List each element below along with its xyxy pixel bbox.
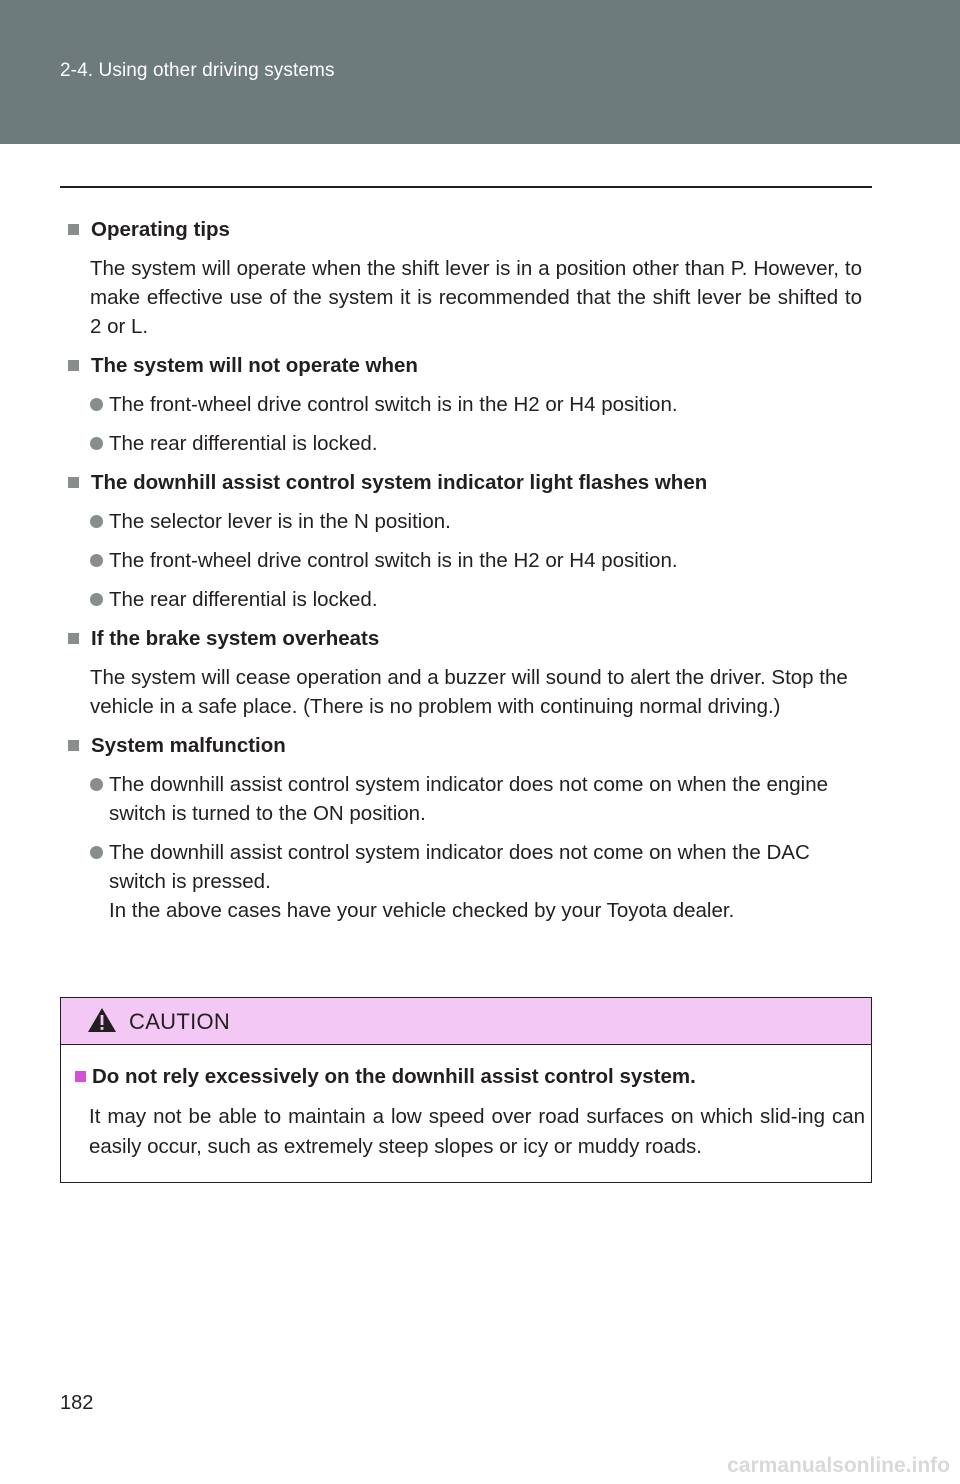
square-bullet-icon — [68, 360, 79, 371]
square-bullet-icon — [75, 1071, 86, 1082]
circle-bullet-icon — [90, 846, 103, 859]
section-heading: The downhill assist control system indicator light flashes when — [91, 471, 708, 494]
square-bullet-icon — [68, 740, 79, 751]
section-heading: If the brake system overheats — [91, 627, 380, 650]
section-not-operate — [62, 351, 862, 458]
caution-box — [60, 997, 872, 1183]
page-header — [0, 0, 960, 144]
page-number: 182 — [60, 1392, 94, 1414]
section-body: The system will cease operation and a buzzer will sound to alert the driver. Stop the vehicle in a safe place. (There is no problem with continuing normal driving.) — [90, 666, 848, 718]
section-overheats — [62, 624, 862, 721]
section-heading: The system will not operate when — [91, 354, 418, 377]
section-title: 2-4. Using other driving systems — [60, 60, 335, 81]
section-heading: System malfunction — [91, 734, 286, 757]
list-item: The front-wheel drive control switch is in the H2 or H4 position. — [90, 390, 862, 419]
circle-bullet-icon — [90, 593, 103, 606]
circle-bullet-icon — [90, 515, 103, 528]
section-malfunction — [62, 731, 862, 925]
square-bullet-icon — [68, 477, 79, 488]
list-item: The rear differential is locked. — [90, 429, 862, 458]
circle-bullet-icon — [90, 398, 103, 411]
header-rule — [60, 186, 872, 188]
circle-bullet-icon — [90, 778, 103, 791]
main-content — [62, 215, 862, 935]
list-item: The selector lever is in the N position. — [90, 507, 862, 536]
section-heading: Operating tips — [91, 218, 230, 241]
caution-body — [75, 1062, 865, 1172]
circle-bullet-icon — [90, 437, 103, 450]
square-bullet-icon — [68, 224, 79, 235]
list-item: The downhill assist control system indicator does not come on when the DAC switch is pressed. In the above cases have your vehicle checked by your Toyota dealer. — [90, 838, 862, 925]
caution-title: CAUTION — [129, 1009, 231, 1034]
dealer-note: In the above cases have your vehicle checked by your Toyota dealer. — [109, 899, 735, 922]
warning-icon — [87, 1006, 117, 1034]
circle-bullet-icon — [90, 554, 103, 567]
list-item: The downhill assist control system indicator does not come on when the engine switch is turned to the ON position. — [90, 770, 862, 828]
caution-header — [61, 998, 871, 1045]
watermark: carmanualsonline.info — [727, 1454, 950, 1477]
section-operating-tips — [62, 215, 862, 341]
caution-heading: Do not rely excessively on the downhill assist control system. — [92, 1065, 696, 1088]
list-item: The front-wheel drive control switch is in the H2 or H4 position. — [90, 546, 862, 575]
section-indicator-flashes — [62, 468, 862, 614]
square-bullet-icon — [68, 633, 79, 644]
list-item: The rear differential is locked. — [90, 585, 862, 614]
section-body: The system will operate when the shift lever is in a position other than P. However, to make effective use of the system it is recommended that the shift lever be shifted to 2 or L. — [90, 257, 862, 338]
caution-text: It may not be able to maintain a low speed over road surfaces on which slid-ing can easily occur, such as extremely steep slopes or icy or muddy roads. — [89, 1105, 865, 1158]
